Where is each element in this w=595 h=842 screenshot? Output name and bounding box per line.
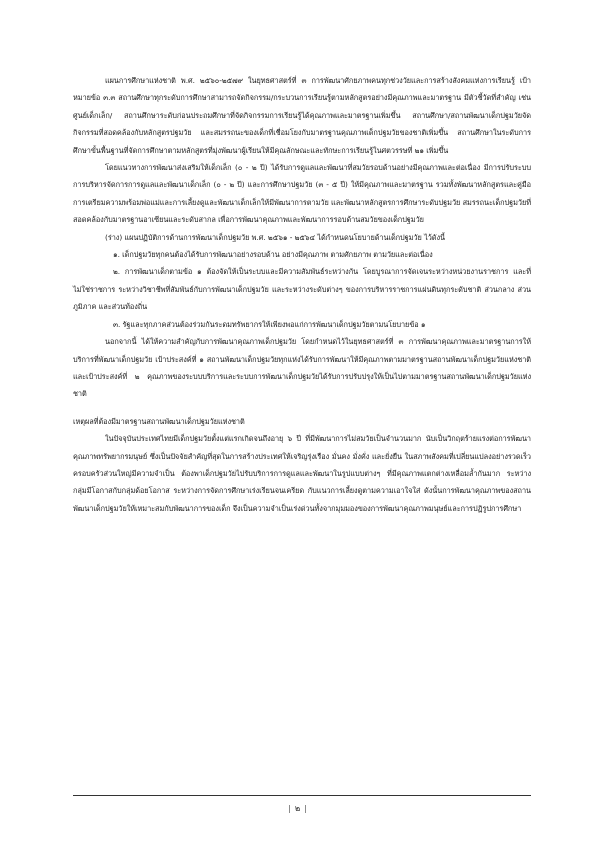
paragraph-development-approach: โดยแนวทางการพัฒนาส่งเสริมให้เด็กเล็ก (๐ - ๒ ปี) ได้รับการดูแลและพัฒนาที่สมวัยรอบด้านอย่างมีคุณภาพและต่อเนื่อง มีการปรับระบบการบริหารจัดการการดูแลและพัฒนาเด็กเล็ก (๐ - ๒ ปี) และการศึกษาปฐมวัย (๓ - ๕ ปี) ให้มีคุณภาพและมาตรฐาน รวมทั้งพัฒนาหลักสูตรและคู่มือการเตรียมความพร้อมพ่อแม่และการเลี้ยงดูและพัฒนาเด็กเล็กให้มีพัฒนาการตามวัย และพัฒนาหลักสูตรการศึกษาระดับปฐมวัย สมรรถนะเด็กปฐมวัยที่สอดคล้องกับมาตรฐานอาเซียนและระดับสากล เพื่อการพัฒนาคุณภาพและพัฒนาการรอบด้านสมวัยของเด็กปฐมวัย [73, 163, 531, 225]
page-number-bar-right: | [304, 804, 307, 813]
policy-item-1: ๑. เด็กปฐมวัยทุกคนต้องได้รับการพัฒนาอย่างรอบด้าน อย่างมีคุณภาพ ตามศักยภาพ ตามวัยและต่อเนื่อง [113, 250, 433, 260]
paragraph-strategy-3: นอกจากนี้ ได้ให้ความสำคัญกับการพัฒนาคุณภาพเด็กปฐมวัย โดยกำหนดไว้ในยุทธศาสตร์ที่ ๓ การพัฒนาคุณภาพและมาตรฐานการให้บริการที่พัฒนาเด็กปฐมวัย เป้าประสงค์ที่ ๑ สถานพัฒนาเด็กปฐมวัยทุกแห่งได้รับการพัฒนาให้มีคุณภาพตามมาตรฐานสถานพัฒนาเด็กปฐมวัยแห่งชาติ และเป้าประสงค์ที่ ๒ คุณภาพของระบบบริการและระบบการพัฒนาเด็กปฐมวัยได้รับการปรับปรุงให้เป็นไปตามมาตรฐานสถานพัฒนาเด็กปฐมวัยแห่งชาติ [73, 337, 531, 399]
paragraph-rationale: ในปัจจุบันประเทศไทยมีเด็กปฐมวัยตั้งแต่แรกเกิดจนถึงอายุ ๖ ปี ที่มีพัฒนาการไม่สมวัยเป็นจำนวนมาก นับเป็นวิกฤตร้ายแรงต่อการพัฒนาคุณภาพทรัพยากรมนุษย์ ซึ่งเป็นปัจจัยสำคัญที่สุดในการสร้างประเทศให้เจริญรุ่งเรือง มั่นคง มั่งคั่ง และยั่งยืน ในสภาพสังคมที่เปลี่ยนแปลงอย่างรวดเร็ว ครอบครัวส่วนใหญ่มีความจำเป็น ต้องพาเด็กปฐมวัยไปรับบริการการดูแลและพัฒนาในรูปแบบต่างๆ ที่มีคุณภาพแตกต่างเหลื่อมล้ำกันมาก ระหว่างกลุ่มมีโอกาสกับกลุ่มด้อยโอกาส ระหว่างการจัดการศึกษาเร่งเรียนจนเครียด กับแนวการเลี้ยงดูตามความเอาใจใส่ ดังนั้นการพัฒนาคุณภาพของสถานพัฒนาเด็กปฐมวัยให้เหมาะสมกับพัฒนาการของเด็ก จึงเป็นความจำเป็นเร่งด่วนทั้งจากมุมมองของการพัฒนาคุณภาพมนุษย์และการปฏิรูปการศึกษา [73, 434, 531, 513]
footer-divider [73, 795, 531, 796]
policy-item-2: ๒. การพัฒนาเด็กตามข้อ ๑ ต้องจัดให้เป็นระบบและมีความสัมพันธ์ระหว่างกัน โดยบูรณาการจัดเจนระหว่างหน่วยงานราชการ และที่ไม่ใช่ราชการ ระหว่างวิชาชีพที่สัมพันธ์กับการพัฒนาเด็กปฐมวัย และระหว่างระดับต่างๆ ของการบริหารราชการแผ่นดินทุกระดับชาติ ส่วนกลาง ส่วนภูมิภาค และส่วนท้องถิ่น [73, 267, 531, 312]
paragraph-national-education-plan: แผนการศึกษาแห่งชาติ พ.ศ. ๒๕๖๐-๒๕๗๙ ในยุทธศาสตร์ที่ ๓ การพัฒนาศักยภาพคนทุกช่วงวัยและการสร้างสังคมแห่งการเรียนรู้ เป้าหมายข้อ ๓.๓ สถานศึกษาทุกระดับการศึกษาสามารถจัดกิจกรรม/กระบวนการเรียนรู้ตามหลักสูตรอย่างมีคุณภาพและมาตรฐาน มีตัวชี้วัดที่สำคัญ เช่น ศูนย์เด็กเล็ก/ สถานศึกษาระดับก่อนประถมศึกษาที่จัดกิจกรรมการเรียนรู้ได้คุณภาพและมาตรฐานเพิ่มขึ้น สถานศึกษา/สถานพัฒนาเด็กปฐมวัยจัดกิจกรรมที่สอดคล้องกับหลักสูตรปฐมวัย และสมรรถนะของเด็กที่เชื่อมโยงกับมาตรฐานคุณภาพเด็กปฐมวัยของชาติเพิ่มขึ้น สถานศึกษาในระดับการศึกษาขั้นพื้นฐานที่จัดการศึกษาตามหลักสูตรที่มุ่งพัฒนาผู้เรียนให้มีคุณลักษณะและทักษะการเรียนรู้ในศตวรรษที่ ๒๑ เพิ่มขึ้น [73, 76, 531, 155]
section-gap [73, 403, 531, 413]
page-footer [0, 802, 595, 815]
policy-item-3: ๓. รัฐและทุกภาคส่วนต้องร่วมกันระดมทรัพยากรให้เพียงพอแก่การพัฒนาเด็กปฐมวัยตามนโยบายข้อ ๑ [113, 319, 426, 329]
page-number: ๒ [294, 804, 301, 813]
page-number-bar-left: | [288, 804, 291, 813]
section-heading: เหตุผลที่ต้องมีมาตรฐานสถานพัฒนาเด็กปฐมวัยแห่งชาติ [73, 416, 245, 426]
paragraph-draft-action-plan: (ร่าง) แผนปฏิบัติการด้านการพัฒนาเด็กปฐมวัย พ.ศ. ๒๕๖๑ - ๒๕๖๔ ได้กำหนดนโยบายด้านเด็กปฐมวัย ไว้ดังนี้ [105, 232, 446, 242]
document-body [73, 72, 531, 517]
